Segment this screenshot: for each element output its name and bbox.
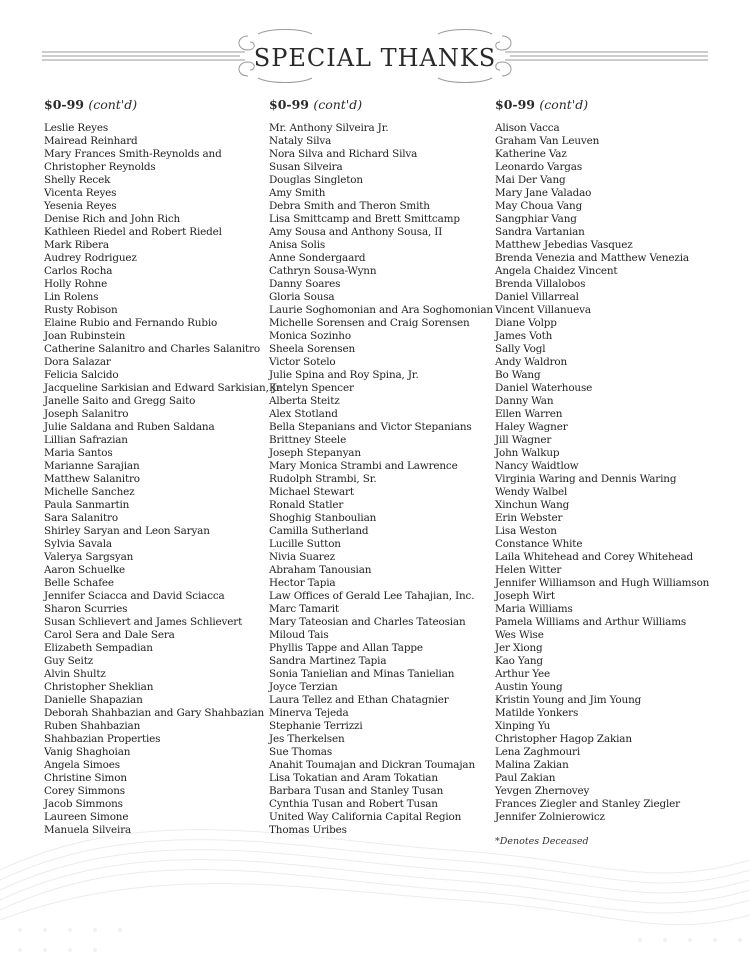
donor-column-1 [44, 95, 283, 837]
donor-name: Angela Chaidez Vincent [495, 265, 618, 277]
donor-name: Douglas Singleton [269, 174, 363, 186]
donor-name: Ellen Warren [495, 408, 563, 420]
donor-name: Paula Sanmartin [44, 499, 130, 511]
donor-name: Sheela Sorensen [269, 343, 356, 355]
donor-name: May Choua Vang [495, 200, 583, 212]
donor-name: Monica Sozinho [269, 330, 351, 342]
donor-name: Marianne Sarajian [44, 460, 140, 472]
donor-name: Jer Xiong [495, 642, 543, 654]
donor-name: Shelly Recek [44, 174, 111, 186]
donor-name: Lucille Sutton [269, 538, 341, 550]
donor-name: Amy Sousa and Anthony Sousa, II [269, 226, 443, 238]
donor-name: Mai Der Vang [495, 174, 566, 186]
donor-name: Audrey Rodriguez [44, 252, 137, 264]
donor-name: Maria Santos [44, 447, 113, 459]
donor-name: Joseph Salanitro [44, 408, 129, 420]
continued-label: (cont'd) [539, 97, 589, 112]
donor-name: Hector Tapia [269, 577, 336, 589]
donor-name: Thomas Uribes [269, 824, 347, 836]
donor-name: Frances Ziegler and Stanley Ziegler [495, 798, 680, 810]
donor-name: Mary Monica Strambi and Lawrence [269, 460, 458, 472]
donor-name: Michael Stewart [269, 486, 354, 498]
donor-name: Mary Jane Valadao [495, 187, 592, 199]
donor-name: Law Offices of Gerald Lee Tahajian, Inc. [269, 590, 475, 602]
donor-name: Laurie Soghomonian and Ara Soghomonian [269, 304, 493, 316]
donor-name: Rudolph Strambi, Sr. [269, 473, 377, 485]
donor-name: Barbara Tusan and Stanley Tusan [269, 785, 444, 797]
donor-name: Constance White [495, 538, 583, 550]
donor-name: Cathryn Sousa-Wynn [269, 265, 377, 277]
donor-name: Stephanie Terrizzi [269, 720, 363, 732]
donor-name: Deborah Shahbazian and Gary Shahbazian [44, 707, 265, 719]
donor-name: Sylvia Savala [44, 538, 112, 550]
donor-name: Carlos Rocha [44, 265, 113, 277]
donor-name: Paul Zakian [495, 772, 556, 784]
donor-name: Lisa Tokatian and Aram Tokatian [269, 772, 438, 784]
donor-name: Amy Smith [269, 187, 326, 199]
donor-name: Kathleen Riedel and Robert Riedel [44, 226, 222, 238]
donor-name: Joyce Terzian [269, 681, 338, 693]
donor-name: Camilla Sutherland [269, 525, 369, 537]
donor-name: Elaine Rubio and Fernando Rubio [44, 317, 218, 329]
donor-name: Mark Ribera [44, 239, 109, 251]
donor-name: Kao Yang [495, 655, 543, 667]
donor-name: Xinchun Wang [495, 499, 570, 511]
donor-name: Leonardo Vargas [495, 161, 583, 173]
donor-name: Jacqueline Sarkisian and Edward Sarkisian, Jr. [44, 382, 283, 394]
donor-name: Katelyn Spencer [269, 382, 354, 394]
donor-name: Jennifer Zolnierowicz [495, 811, 605, 823]
donor-name: Dora Salazar [44, 356, 111, 368]
deceased-footnote: *Denotes Deceased [495, 836, 589, 847]
donor-name: Sally Vogl [495, 343, 546, 355]
donor-name: Guy Seitz [44, 655, 94, 667]
donor-name: Malina Zakian [495, 759, 569, 771]
donor-list [269, 122, 499, 837]
donor-name: Austin Young [495, 681, 563, 693]
donor-name: Brittney Steele [269, 434, 347, 446]
donor-name: Lisa Weston [495, 525, 557, 537]
donor-name: Angela Simoes [44, 759, 120, 771]
donor-name: Lillian Safrazian [44, 434, 128, 446]
donor-name: Jes Therkelsen [269, 733, 345, 745]
donor-name: Laureen Simone [44, 811, 129, 823]
donor-name: Leslie Reyes [44, 122, 109, 134]
donor-name: Sandra Martinez Tapia [269, 655, 387, 667]
donor-name: Sara Salanitro [44, 512, 118, 524]
donor-name: John Walkup [495, 447, 560, 459]
column-heading [269, 95, 499, 115]
donor-name: Anahit Toumajan and Dickran Toumajan [269, 759, 476, 771]
donor-name: Laura Tellez and Ethan Chatagnier [269, 694, 449, 706]
continued-label: (cont'd) [88, 97, 138, 112]
donor-name: Daniel Waterhouse [495, 382, 593, 394]
donor-name: Michelle Sorensen and Craig Sorensen [269, 317, 470, 329]
donor-name: Gloria Sousa [269, 291, 335, 303]
donor-name: Sharon Scurries [44, 603, 128, 615]
donor-name: Matthew Jebedias Vasquez [495, 239, 633, 251]
donor-name: Sue Thomas [269, 746, 333, 758]
donor-name: Cynthia Tusan and Robert Tusan [269, 798, 438, 810]
donor-name: Rusty Robison [44, 304, 118, 316]
donor-name: Shahbazian Properties [44, 733, 161, 745]
donor-name: Alvin Shultz [44, 668, 106, 680]
donor-name: Danny Wan [495, 395, 554, 407]
donor-name: Vicenta Reyes [44, 187, 117, 199]
donor-name: Susan Schlievert and James Schlievert [44, 616, 243, 628]
donor-name: Andy Waldron [495, 356, 568, 368]
donor-name: Sangphiar Vang [495, 213, 577, 225]
donor-name: Alberta Steitz [269, 395, 340, 407]
donor-name: Joseph Wirt [495, 590, 555, 602]
donor-name: Christopher Sheklian [44, 681, 154, 693]
donor-name: Susan Silveira [269, 161, 343, 173]
donor-list [495, 122, 725, 824]
donor-name: Sandra Vartanian [495, 226, 585, 238]
donor-name: Daniel Villarreal [495, 291, 579, 303]
donor-name: Jill Wagner [495, 434, 552, 446]
donor-name: Jennifer Williamson and Hugh Williamson [495, 577, 710, 589]
donor-name: Elizabeth Sempadian [44, 642, 153, 654]
donor-name: James Voth [495, 330, 553, 342]
donor-name: Alison Vacca [495, 122, 560, 134]
donor-name: Carol Sera and Dale Sera [44, 629, 175, 641]
donor-name: Miloud Tais [269, 629, 329, 641]
donor-name: Haley Wagner [495, 421, 568, 433]
donor-name: Shoghig Stanboulian [269, 512, 377, 524]
donor-name: Manuela Silveira [44, 824, 132, 836]
donor-name: Vanig Shaghoian [44, 746, 131, 758]
donor-name: Nivia Suarez [269, 551, 335, 563]
donor-name: Danielle Shapazian [44, 694, 143, 706]
donor-name: Yevgen Zhernovey [495, 785, 590, 797]
donor-name: Lisa Smittcamp and Brett Smittcamp [269, 213, 460, 225]
donor-name: Nataly Silva [269, 135, 332, 147]
donor-name: Julie Saldana and Ruben Saldana [44, 421, 215, 433]
donor-name: Alex Stotland [269, 408, 338, 420]
donor-name: Bo Wang [495, 369, 541, 381]
donor-name: Debra Smith and Theron Smith [269, 200, 430, 212]
donor-name: Erin Webster [495, 512, 563, 524]
donor-name: Aaron Schuelke [44, 564, 126, 576]
column-heading [44, 95, 274, 115]
donor-name: Christopher Reynolds [44, 161, 156, 173]
donor-name: Ronald Statler [269, 499, 344, 511]
donation-range: $0-99 [495, 97, 535, 112]
donor-name: Virginia Waring and Dennis Waring [495, 473, 677, 485]
donor-name: Brenda Venezia and Matthew Venezia [495, 252, 689, 264]
donor-column-2 [269, 95, 499, 837]
donor-name: Yesenia Reyes [44, 200, 117, 212]
donor-list [44, 122, 283, 837]
donor-name: Laila Whitehead and Corey Whitehead [495, 551, 694, 563]
donor-name: Anne Sondergaard [269, 252, 366, 264]
donor-name: Vincent Villanueva [495, 304, 591, 316]
donor-name: United Way California Capital Region [269, 811, 462, 823]
donation-range: $0-99 [269, 97, 309, 112]
column-heading [495, 95, 725, 115]
donor-name: Corey Simmons [44, 785, 125, 797]
donor-name: Sonia Tanielian and Minas Tanielian [269, 668, 455, 680]
donor-name: Belle Schafee [44, 577, 114, 589]
page-title: SPECIAL THANKS [253, 44, 497, 72]
donation-range: $0-99 [44, 97, 84, 112]
donor-name: Kristin Young and Jim Young [495, 694, 642, 706]
donor-name: Shirley Saryan and Leon Saryan [44, 525, 210, 537]
donor-name: Joseph Stepanyan [269, 447, 361, 459]
donor-name: Matthew Salanitro [44, 473, 140, 485]
donor-name: Xinping Yu [495, 720, 551, 732]
donor-name: Denise Rich and John Rich [44, 213, 181, 225]
donor-name: Arthur Yee [495, 668, 551, 680]
donor-name: Abraham Tanousian [269, 564, 372, 576]
donor-name: Phyllis Tappe and Allan Tappe [269, 642, 423, 654]
donor-name: Mr. Anthony Silveira Jr. [269, 122, 389, 134]
donor-name: Ruben Shahbazian [44, 720, 141, 732]
donor-name: Victor Sotelo [269, 356, 336, 368]
donor-name: Katherine Vaz [495, 148, 567, 160]
page-header [0, 0, 750, 95]
donor-name: Christine Simon [44, 772, 127, 784]
donor-name: Marc Tamarit [269, 603, 339, 615]
donor-name: Graham Van Leuven [495, 135, 600, 147]
donor-name: Brenda Villalobos [495, 278, 586, 290]
continued-label: (cont'd) [313, 97, 363, 112]
donor-name: Joan Rubinstein [44, 330, 126, 342]
donor-name: Wendy Walbel [495, 486, 568, 498]
donor-name: Matilde Yonkers [495, 707, 579, 719]
donor-name: Maria Williams [495, 603, 573, 615]
donor-name: Valerya Sargsyan [44, 551, 134, 563]
donor-name: Michelle Sanchez [44, 486, 135, 498]
donor-name: Minerva Tejeda [269, 707, 349, 719]
donor-name: Pamela Williams and Arthur Williams [495, 616, 687, 628]
donor-name: Jennifer Sciacca and David Sciacca [44, 590, 225, 602]
donor-name: Catherine Salanitro and Charles Salanitro [44, 343, 260, 355]
donor-name: Anisa Solis [269, 239, 326, 251]
donor-name: Mary Frances Smith-Reynolds and [44, 148, 222, 160]
donor-name: Christopher Hagop Zakian [495, 733, 632, 745]
donor-name: Helen Witter [495, 564, 562, 576]
donor-name: Julie Spina and Roy Spina, Jr. [269, 369, 419, 381]
donor-name: Nancy Waidtlow [495, 460, 579, 472]
donor-name: Jacob Simmons [44, 798, 123, 810]
donor-name: Danny Soares [269, 278, 341, 290]
donor-name: Lena Zaghmouri [495, 746, 580, 758]
donor-column-3 [495, 95, 725, 824]
donor-name: Bella Stepanians and Victor Stepanians [269, 421, 472, 433]
donor-name: Mairead Reinhard [44, 135, 138, 147]
donor-name: Mary Tateosian and Charles Tateosian [269, 616, 466, 628]
donor-name: Felicia Salcido [44, 369, 119, 381]
donor-name: Diane Volpp [495, 317, 557, 329]
donor-name: Nora Silva and Richard Silva [269, 148, 418, 160]
donor-name: Holly Rohne [44, 278, 108, 290]
donor-name: Janelle Saito and Gregg Saito [44, 395, 196, 407]
donor-name: Lin Rolens [44, 291, 99, 303]
donor-name: Wes Wise [495, 629, 544, 641]
